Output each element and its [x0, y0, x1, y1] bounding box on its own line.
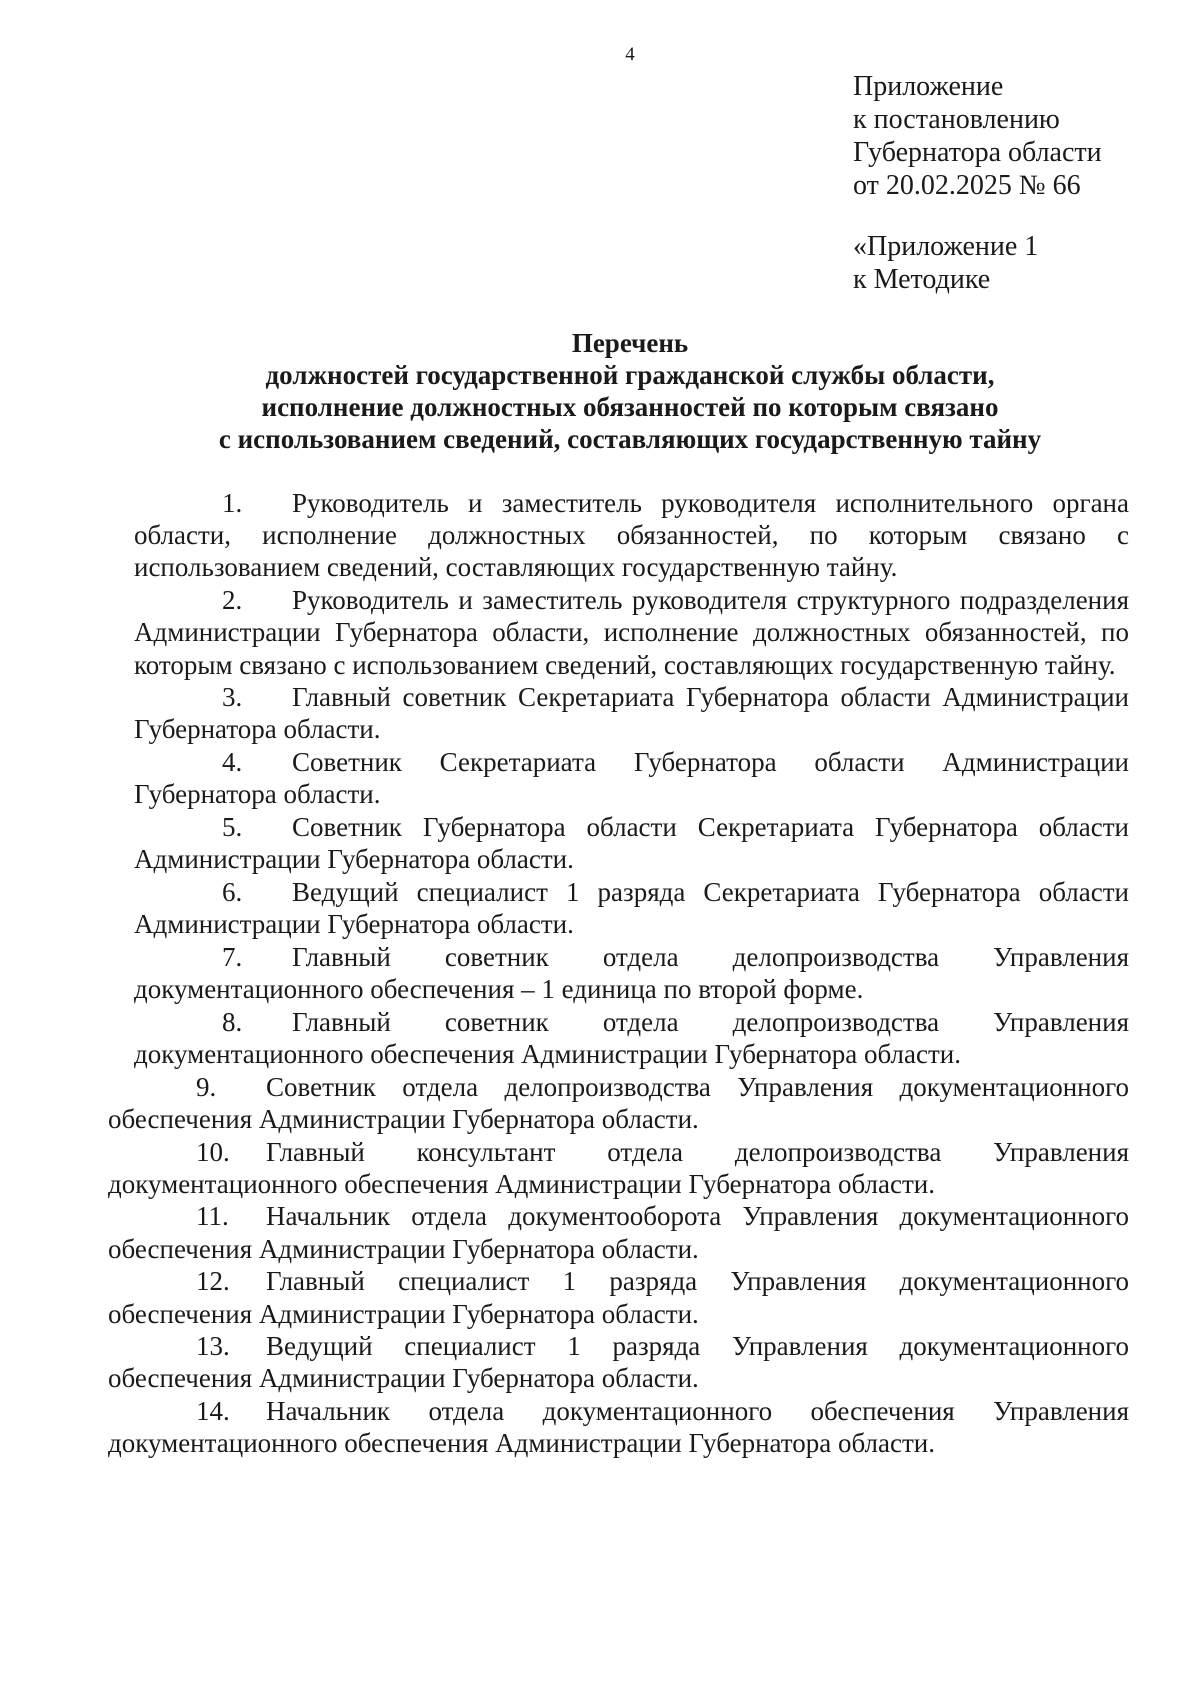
list-item — [134, 584, 1129, 681]
title-line: должностей государственной гражданской службы области, — [265, 360, 995, 390]
item-text: Ведущий специалист 1 разряда Управления документационного обеспечения Администрации Губернатора области. — [108, 1331, 1129, 1394]
item-text: Советник отдела делопроизводства Управления документационного обеспечения Администрации Губернатора области. — [108, 1071, 1129, 1134]
annex-methodology-line: «Приложение 1 — [853, 231, 1039, 262]
item-text: Советник Губернатора области Секретариата Губернатора области Администрации Губернатора области. — [134, 812, 1129, 875]
annex-line: к постановлению — [853, 104, 1060, 135]
item-text: Главный советник Секретариата Губернатора области Администрации Губернатора области. — [134, 682, 1129, 745]
title-line: с использованием сведений, составляющих государственную тайну — [218, 424, 1042, 454]
item-text: Главный советник отдела делопроизводства Управления документационного обеспечения – 1 единица по второй форме. — [134, 941, 1129, 1005]
list-item — [108, 1330, 1129, 1394]
item-number: 8. — [222, 1006, 243, 1037]
list-item — [108, 1136, 1129, 1200]
list-item — [134, 746, 1129, 810]
item-text: Руководитель и заместитель руководителя исполнительного органа области, исполнение должностных обязанностей, по которым связано с использованием сведений, составляющих государственную тайну. — [134, 488, 1129, 583]
annex-methodology-line: к Методике — [853, 264, 991, 295]
item-text: Начальник отдела документационного обеспечения Управления документационного обеспечения Администрации Губернатора области. — [108, 1396, 1129, 1459]
list-item — [134, 1006, 1129, 1070]
list-item — [108, 1071, 1129, 1135]
annex-heading — [853, 70, 1102, 202]
item-number: 12. — [196, 1266, 230, 1297]
list-item — [108, 1395, 1129, 1459]
annex-line: Приложение — [853, 71, 1004, 102]
list-item — [134, 487, 1129, 584]
item-text: Ведущий специалист 1 разряда Секретариата Губернатора области Администрации Губернатора области. — [134, 876, 1129, 940]
item-number: 6. — [222, 876, 243, 907]
item-number: 3. — [222, 682, 243, 713]
item-text: Главный консультант отдела делопроизводства Управления документационного обеспечения Администрации Губернатора области. — [108, 1136, 1129, 1199]
annex-methodology-heading — [853, 230, 1038, 296]
item-number: 11. — [196, 1201, 229, 1232]
page-number: 4 — [625, 44, 635, 65]
list-item — [134, 941, 1129, 1005]
list-item — [134, 811, 1129, 875]
annex-line: от 20.02.2025 № 66 — [853, 170, 1081, 201]
title-line: Перечень — [571, 328, 689, 358]
item-number: 4. — [222, 747, 243, 778]
document-title — [130, 327, 1130, 455]
list-item — [108, 1200, 1129, 1264]
positions-list — [108, 487, 1129, 1460]
item-text: Главный специалист 1 разряда Управления документационного обеспечения Администрации Губернатора области. — [108, 1266, 1129, 1329]
item-text: Руководитель и заместитель руководителя структурного подразделения Администрации Губернатора области, исполнение должностных обязанностей, по которым связано с использованием сведений, составляющих государственную тайну. — [134, 585, 1129, 680]
item-text: Советник Секретариата Губернатора области Администрации Губернатора области. — [134, 747, 1129, 810]
item-number: 10. — [196, 1136, 230, 1167]
item-number: 9. — [196, 1071, 217, 1102]
annex-line: Губернатора области — [853, 137, 1102, 168]
item-text: Начальник отдела документооборота Управления документационного обеспечения Администрации Губернатора области. — [108, 1201, 1129, 1264]
item-number: 14. — [196, 1396, 230, 1427]
title-line: исполнение должностных обязанностей по которым связано — [261, 392, 999, 422]
list-item — [134, 876, 1129, 940]
item-number: 5. — [222, 812, 243, 843]
item-number: 1. — [222, 488, 243, 518]
item-number: 13. — [196, 1331, 230, 1362]
item-text: Главный советник отдела делопроизводства Управления документационного обеспечения Администрации Губернатора области. — [134, 1006, 1129, 1069]
list-item — [108, 1265, 1129, 1329]
list-item — [134, 681, 1129, 745]
item-number: 2. — [222, 585, 243, 616]
item-number: 7. — [222, 941, 243, 972]
